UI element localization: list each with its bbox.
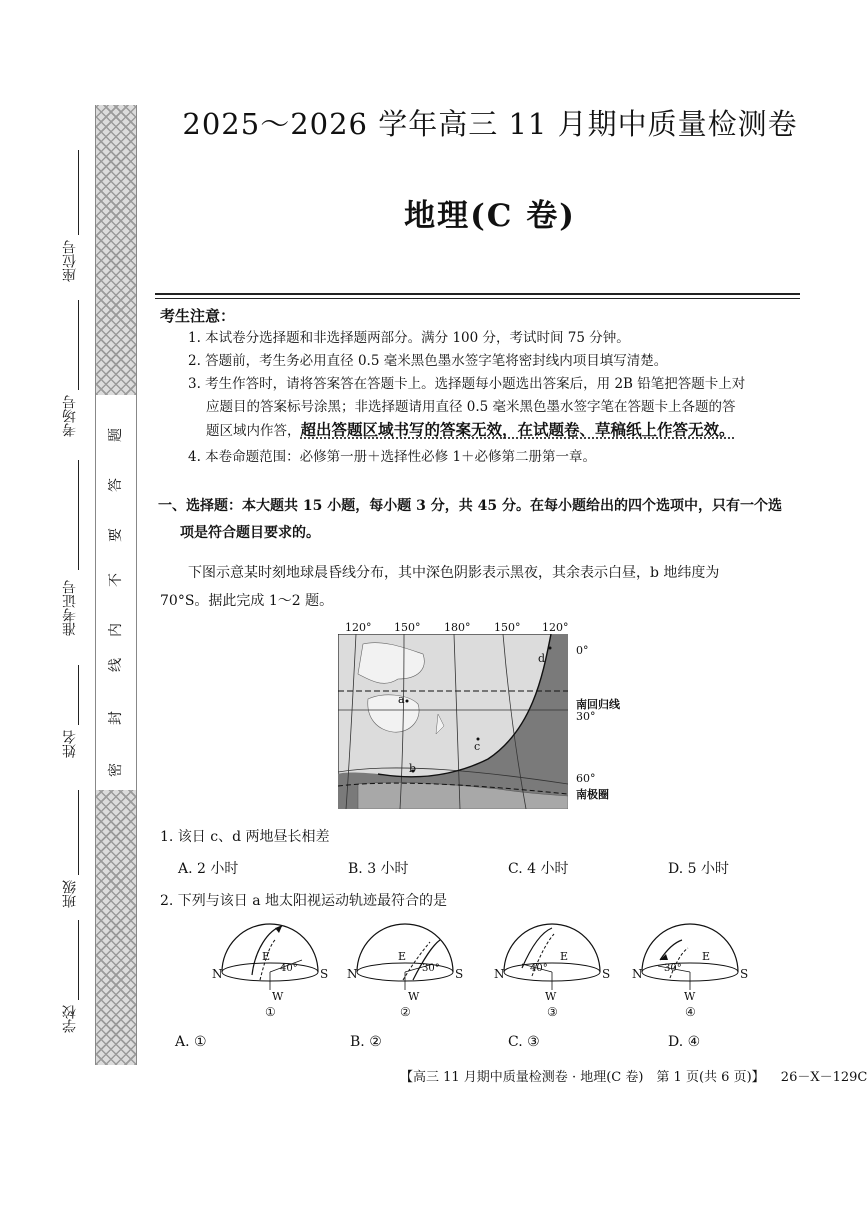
exam-room-fill-line[interactable] [78, 300, 79, 390]
q1-option-c[interactable]: C. 4 小时 [508, 861, 569, 877]
header-divider [155, 293, 800, 295]
antarctic-circle-label: 南极圈 [576, 788, 609, 801]
question-1-stem: 1. 该日 c、d 两地昼长相差 [160, 829, 330, 845]
q1-option-d[interactable]: D. 5 小时 [668, 861, 729, 877]
notice-item: 1. 本试卷分选择题和非选择题两部分。满分 100 分，考试时间 75 分钟。 [188, 330, 630, 346]
school-label: 学校 [62, 1005, 78, 1033]
equator-label: 0° [576, 644, 589, 657]
diag1-S: S [320, 967, 329, 981]
diag1-N: N [212, 967, 223, 981]
lon-label: 180° [444, 621, 471, 634]
q2-option-b[interactable]: B. ② [350, 1034, 382, 1050]
point-a-label: a [398, 693, 405, 706]
diag2-E: E [398, 950, 407, 963]
diag4-W: W [684, 990, 696, 1003]
q1-option-a[interactable]: A. 2 小时 [178, 861, 239, 877]
exam-title: 2025～2026 学年高三 11 月期中质量检测卷 [182, 107, 798, 141]
lon-label: 150° [494, 621, 521, 634]
name-fill-line[interactable] [78, 665, 79, 725]
tropic-label: 南回归线 [576, 698, 620, 711]
diag2-N: N [347, 967, 358, 981]
header-divider-thin [155, 298, 800, 299]
notice-emphasis: 超出答题区域书写的答案无效，在试题卷、草稿纸上作答无效。 [300, 420, 735, 439]
point-c-label: c [474, 740, 481, 753]
exam-room-label: 考场号 [62, 395, 78, 437]
diag2-W: W [408, 990, 420, 1003]
class-label: 班级 [62, 880, 78, 908]
notice-item: 4. 本卷命题范围：必修第一册＋选择性必修 1＋必修第二册第一章。 [188, 449, 597, 465]
diag4-S: S [740, 967, 749, 981]
lon-label: 150° [394, 621, 421, 634]
footer-code: 26－X－129C [780, 1070, 867, 1085]
q1-option-b[interactable]: B. 3 小时 [348, 861, 409, 877]
diag1-W: W [272, 990, 284, 1003]
terminator-map [338, 634, 568, 809]
seat-number-label: 座位号 [62, 240, 78, 282]
intro-text-continued: 70°S。据此完成 1～2 题。 [160, 593, 334, 609]
footer-text: 【高三 11 月期中质量检测卷 · 地理(C 卷) 第 1 页(共 6 页)】 [400, 1070, 765, 1085]
exam-subtitle: 地理(C 卷) [404, 198, 576, 234]
q2-option-a[interactable]: A. ① [175, 1034, 207, 1050]
diag2-num: ② [400, 1005, 411, 1019]
notice-item-continued: 应题目的答案标号涂黑；非选择题请用直径 0.5 毫米黑色墨水签字笔在答题卡上各题的答 [206, 399, 736, 415]
diag2-S: S [455, 967, 464, 981]
notice-item: 3. 考生作答时，请将答案答在答题卡上。选择题每小题选出答案后，用 2B 铅笔把答题卡上对 [188, 376, 746, 392]
page-footer [400, 1066, 867, 1085]
diag3-N: N [494, 967, 505, 981]
notice-text: 题区域内作答， [206, 423, 301, 439]
notice-title: 考生注意： [160, 307, 236, 325]
question-2-stem: 2. 下列与该日 a 地太阳视运动轨迹最符合的是 [160, 893, 448, 909]
section-heading-continued: 项是符合题目要求的。 [180, 525, 320, 541]
diag4-E: E [702, 950, 711, 963]
q2-option-d[interactable]: D. ④ [668, 1034, 701, 1050]
diag1-angle: 40° [280, 963, 298, 974]
seal-char: 线 [108, 658, 124, 672]
diag3-S: S [602, 967, 611, 981]
seal-char: 封 [108, 711, 124, 725]
lat-30-label: 30° [576, 710, 596, 723]
seal-char: 不 [108, 573, 124, 587]
seal-char: 内 [108, 623, 124, 637]
seal-char: 题 [108, 428, 124, 442]
lon-label: 120° [542, 621, 569, 634]
diag3-angle: 40° [530, 963, 548, 974]
seal-line-strip [95, 395, 137, 790]
seat-number-fill-line[interactable] [78, 150, 79, 235]
section-heading: 一、选择题：本大题共 15 小题，每小题 3 分，共 45 分。在每小题给出的四个选项中，只有一个选 [158, 498, 782, 514]
diag3-W: W [545, 990, 557, 1003]
diag1-num: ① [265, 1005, 276, 1019]
point-b-label: b [409, 762, 417, 775]
admission-number-fill-line[interactable] [78, 460, 79, 570]
lat-60-label: 60° [576, 772, 596, 785]
seal-char: 要 [108, 528, 124, 542]
seal-char: 密 [108, 763, 124, 777]
diag4-num: ④ [685, 1005, 696, 1019]
admission-number-label: 准考证号 [62, 580, 78, 636]
seal-pattern-top [95, 105, 137, 395]
class-fill-line[interactable] [78, 790, 79, 875]
diag4-angle: 30° [664, 963, 682, 974]
diag3-E: E [560, 950, 569, 963]
point-d-label: d [538, 652, 546, 665]
intro-text: 下图示意某时刻地球晨昏线分布，其中深色阴影表示黑夜，其余表示白昼，b 地纬度为 [188, 565, 720, 581]
q2-option-c[interactable]: C. ③ [508, 1034, 540, 1050]
notice-item: 2. 答题前，考生务必用直径 0.5 毫米黑色墨水签字笔将密封线内项目填写清楚。 [188, 353, 668, 369]
diag3-num: ③ [547, 1005, 558, 1019]
school-fill-line[interactable] [78, 920, 79, 1000]
lon-label: 120° [345, 621, 372, 634]
notice-item-continued [206, 419, 735, 442]
diag1-E: E [262, 950, 271, 963]
seal-char: 答 [108, 478, 124, 492]
seal-pattern-bottom [95, 790, 137, 1065]
name-label: 姓名 [62, 730, 78, 758]
diag4-N: N [632, 967, 643, 981]
diag2-angle: 30° [422, 963, 440, 974]
